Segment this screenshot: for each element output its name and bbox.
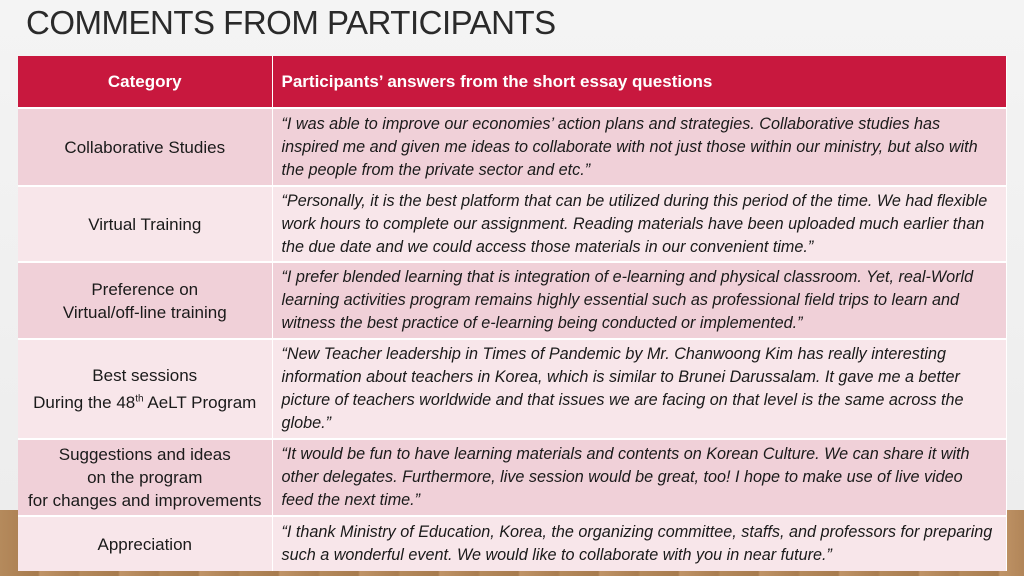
header-answers: Participants’ answers from the short essay questions [272,56,1006,108]
category-cell [18,439,272,516]
category-cell [18,339,272,439]
category-cell [18,262,272,339]
category-line: on the program [87,468,203,487]
category-line: Best sessions [92,366,198,386]
category-line: for changes and improvements [28,491,262,510]
answer-cell: “New Teacher leadership in Times of Pandemic by Mr. Chanwoong Kim has really interesting information about teachers in Korea, which is similar to Brunei Darussalam. It gave me a better picture of teachers worldwide and that issues we are facing on that level is the same across the globe.” [272,339,1006,439]
category-line: Appreciation [97,534,192,554]
category-line: Collaborative Studies [64,137,226,157]
category-line: During the 48th AeLT Program [33,392,257,412]
table-header-row [18,56,1006,108]
table-row [18,516,1006,571]
table-row [18,339,1006,439]
table-row [18,439,1006,516]
category-line: Preference on [91,279,199,299]
category-cell [18,516,272,571]
table-row [18,186,1006,262]
answer-cell: “Personally, it is the best platform that can be utilized during this period of the time. We had flexible work hours to complete our assignment. Reading materials have been uploaded much earlier than the due date and we could access those materials in our convenient time.” [272,186,1006,262]
category-cell [18,108,272,186]
table-row [18,108,1006,186]
page-title: COMMENTS FROM PARTICIPANTS [26,4,556,41]
category-cell [18,186,272,262]
category-line: Suggestions and ideas [58,445,231,464]
category-line: Virtual Training [88,214,202,234]
answer-cell: “I was able to improve our economies’ action plans and strategies. Collaborative studies has inspired me and given me ideas to collaborate with not just those within our ministry, but also with the people from the private sector and etc.” [272,108,1006,186]
answer-cell: “I prefer blended learning that is integration of e-learning and physical classroom. Yet, real-World learning activities program remains highly essential such as professional field trips to learn and witness the best practice of e-learning being conducted or implemented.” [272,262,1006,339]
comments-table [18,56,1007,571]
header-category: Category [18,56,272,108]
answer-cell: “It would be fun to have learning materials and contents on Korean Culture. We can share it with other delegates. Furthermore, live session would be great, too! I hope to make use of live video feed the next time.” [272,439,1006,516]
answer-cell: “I thank Ministry of Education, Korea, the organizing committee, staffs, and professors for preparing such a wonderful event. We would like to collaborate with you in near future.” [272,516,1006,571]
category-line: Virtual/off-line training [62,302,227,322]
table-row [18,262,1006,339]
